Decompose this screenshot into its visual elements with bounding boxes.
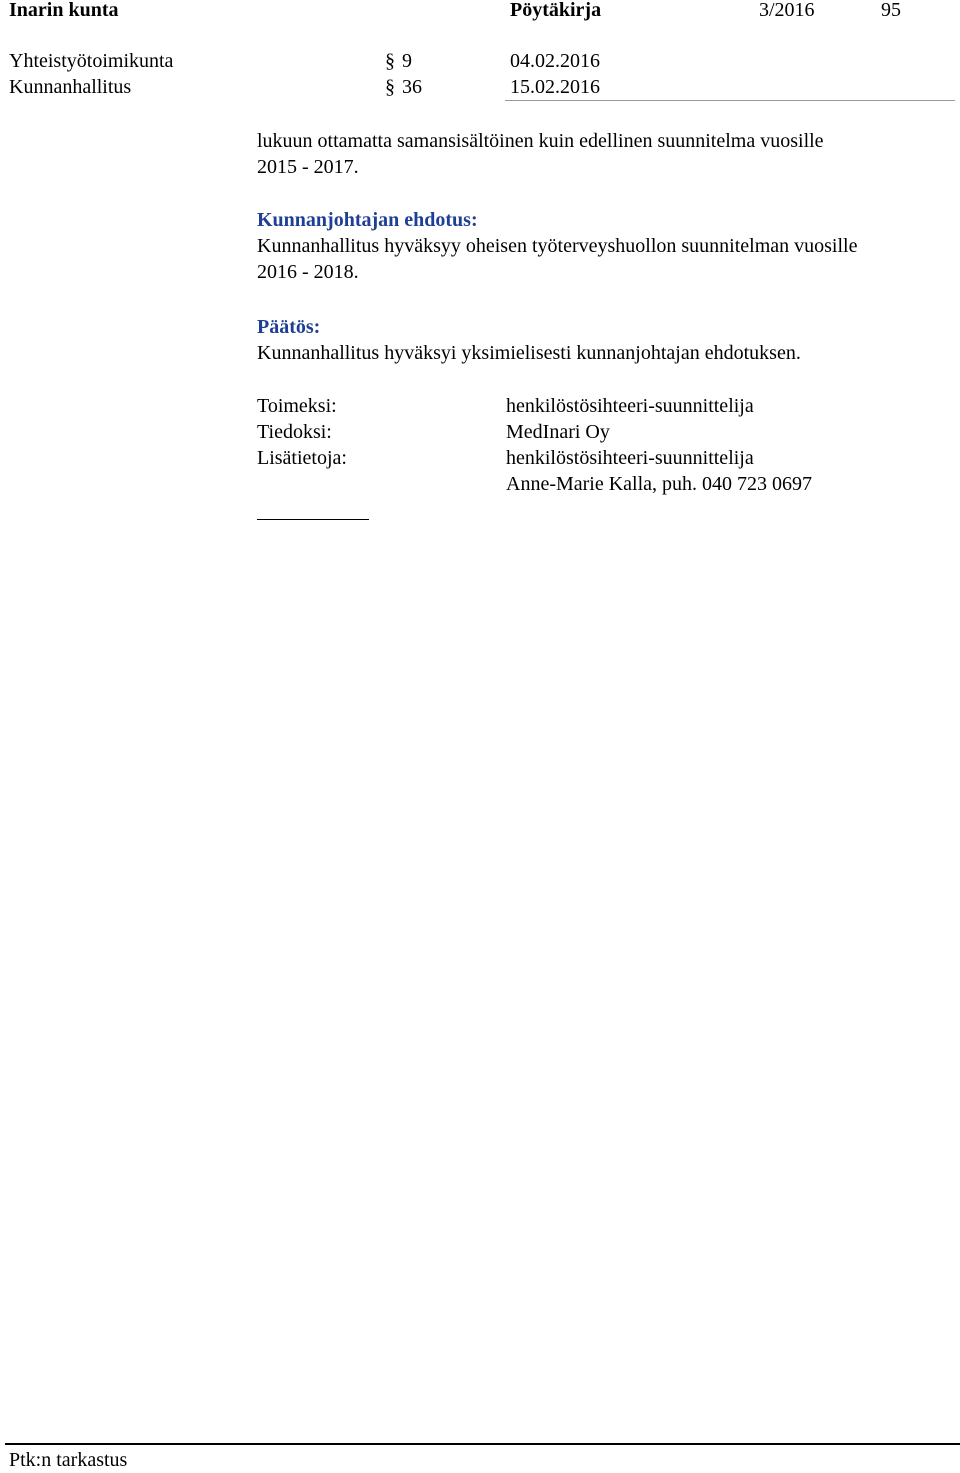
intro-line: 2015 - 2017. (257, 156, 359, 178)
distribution-value: MedInari Oy (506, 421, 610, 443)
issue-number: 3/2016 (759, 0, 815, 21)
header-divider (505, 100, 955, 101)
decision-heading: Päätös: (257, 316, 321, 338)
distribution-value: Anne-Marie Kalla, puh. 040 723 0697 (506, 473, 813, 495)
session-body: Yhteistyötoimikunta (9, 50, 174, 72)
section-symbol: § (385, 76, 395, 98)
distribution-label: Lisätietoja: (257, 447, 347, 469)
proposal-line: Kunnanhallitus hyväksyy oheisen työterveyshuollon suunnitelman vuosille (257, 235, 858, 257)
section-symbol: § (385, 50, 395, 72)
session-date: 04.02.2016 (510, 50, 600, 72)
distribution-value: henkilöstösihteeri-suunnittelija (506, 447, 754, 469)
distribution-label: Tiedoksi: (257, 421, 332, 443)
section-number: 36 (402, 76, 422, 98)
proposal-heading: Kunnanjohtajan ehdotus: (257, 209, 478, 231)
section-number: 9 (402, 50, 412, 72)
proposal-line: 2016 - 2018. (257, 261, 359, 283)
municipality-name: Inarin kunta (9, 0, 119, 21)
session-date: 15.02.2016 (510, 76, 600, 98)
session-body: Kunnanhallitus (9, 76, 132, 98)
footer-divider (5, 1443, 960, 1445)
document-type: Pöytäkirja (510, 0, 602, 21)
minutes-check-label: Ptk:n tarkastus (9, 1449, 128, 1471)
distribution-value: henkilöstösihteeri-suunnittelija (506, 395, 754, 417)
decision-text: Kunnanhallitus hyväksyi yksimielisesti kunnanjohtajan ehdotuksen. (257, 342, 801, 364)
distribution-label: Toimeksi: (257, 395, 337, 417)
section-end-rule (257, 519, 369, 520)
page-number: 95 (881, 0, 901, 21)
intro-line: lukuun ottamatta samansisältöinen kuin edellinen suunnitelma vuosille (257, 130, 824, 152)
